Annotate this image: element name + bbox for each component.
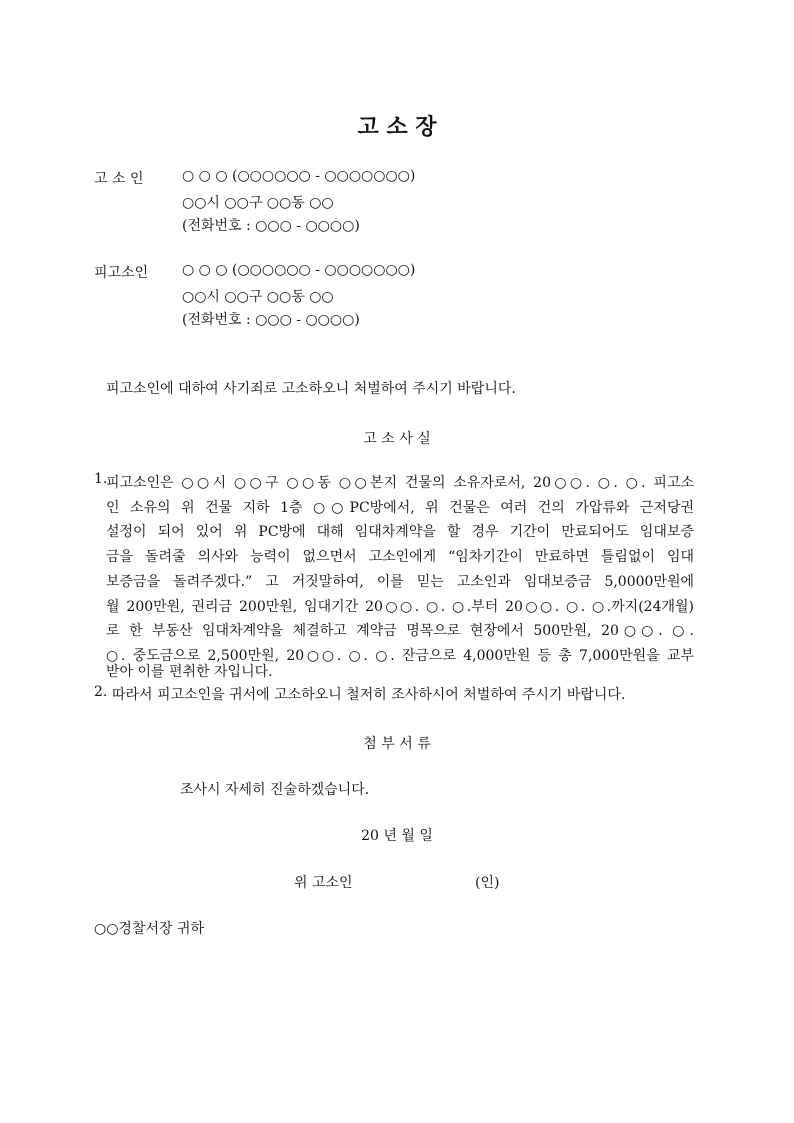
- fact-line: 금을 돌려줄 의사와 능력이 없으면서 고소인에게 “임차기간이 만료하면 틀림없이 임대: [106, 549, 694, 566]
- complainant-label: 고 소 인: [94, 171, 144, 187]
- fact-line: 설정이 되어 있어 위 PC방에 대해 임대차계약을 할 경우 기간이 만료되어도 임대보증: [106, 524, 694, 541]
- defendant-name-id: ○ ○ ○ (○○○○○○ - ○○○○○○○): [182, 262, 416, 278]
- attachments-text: 조사시 자세히 진술하겠습니다.: [180, 782, 370, 798]
- document-title: 고 소 장: [357, 114, 437, 140]
- fact-line-last: 받아 이를 편취한 자입니다.: [106, 664, 273, 680]
- fact-line: ○. 중도금으로 2,500만원, 20○○. ○. ○. 잔금으로 4,000만원 등 총 7,000만원을 교부: [106, 647, 694, 664]
- addressee: ○○경찰서장 귀하: [94, 921, 205, 937]
- date-line: 20 년 월 일: [361, 828, 433, 844]
- attachments-heading: 첨 부 서 류: [363, 736, 431, 752]
- signature-seal: (인): [475, 875, 500, 891]
- complainant-phone: (전화번호 : ○○○ - ○○○○): [182, 218, 360, 234]
- fact-line: 인 소유의 위 건물 지하 1층 ○○PC방에서, 위 건물은 여러 건의 가압류와 근저당권: [106, 499, 694, 516]
- fact-item-2-number: 2.: [94, 684, 108, 700]
- signature-label: 위 고소인: [294, 875, 353, 891]
- defendant-label: 피고소인: [94, 265, 149, 281]
- defendant-phone: (전화번호 : ○○○ - ○○○○): [182, 312, 360, 328]
- complainant-address: ○○시 ○○구 ○○동 ○○: [182, 195, 334, 211]
- defendant-address: ○○시 ○○구 ○○동 ○○: [182, 289, 334, 305]
- fact-item-2-text: 따라서 피고소인을 귀서에 고소하오니 철저히 조사하시어 처벌하여 주시기 바랍니다.: [112, 687, 626, 703]
- facts-heading: 고 소 사 실: [363, 431, 431, 447]
- fact-line: 피고소인은 ○○시 ○○구 ○○동 ○○본지 건물의 소유자로서, 20○○. ○. ○. 피고소: [106, 475, 694, 491]
- fact-item-1-number: 1.: [94, 471, 108, 487]
- fact-line: 월 200만원, 권리금 200만원, 임대기간 20○○. ○. ○.부터 20○○. ○. ○.까지(24개월): [106, 598, 694, 615]
- complainant-name-id: ○ ○ ○ (○○○○○○ - ○○○○○○○): [182, 168, 416, 184]
- fact-line: 로 한 부동산 임대차계약을 체결하고 계약금 명목으로 현장에서 500만원, 20○○. ○.: [106, 623, 694, 640]
- fact-line: 보증금을 돌려주겠다.” 고 거짓말하여, 이를 믿는 고소인과 임대보증금 5,0000만원에: [106, 573, 694, 590]
- intro-statement: 피고소인에 대하여 사기죄로 고소하오니 처벌하여 주시기 바랍니다.: [106, 381, 516, 397]
